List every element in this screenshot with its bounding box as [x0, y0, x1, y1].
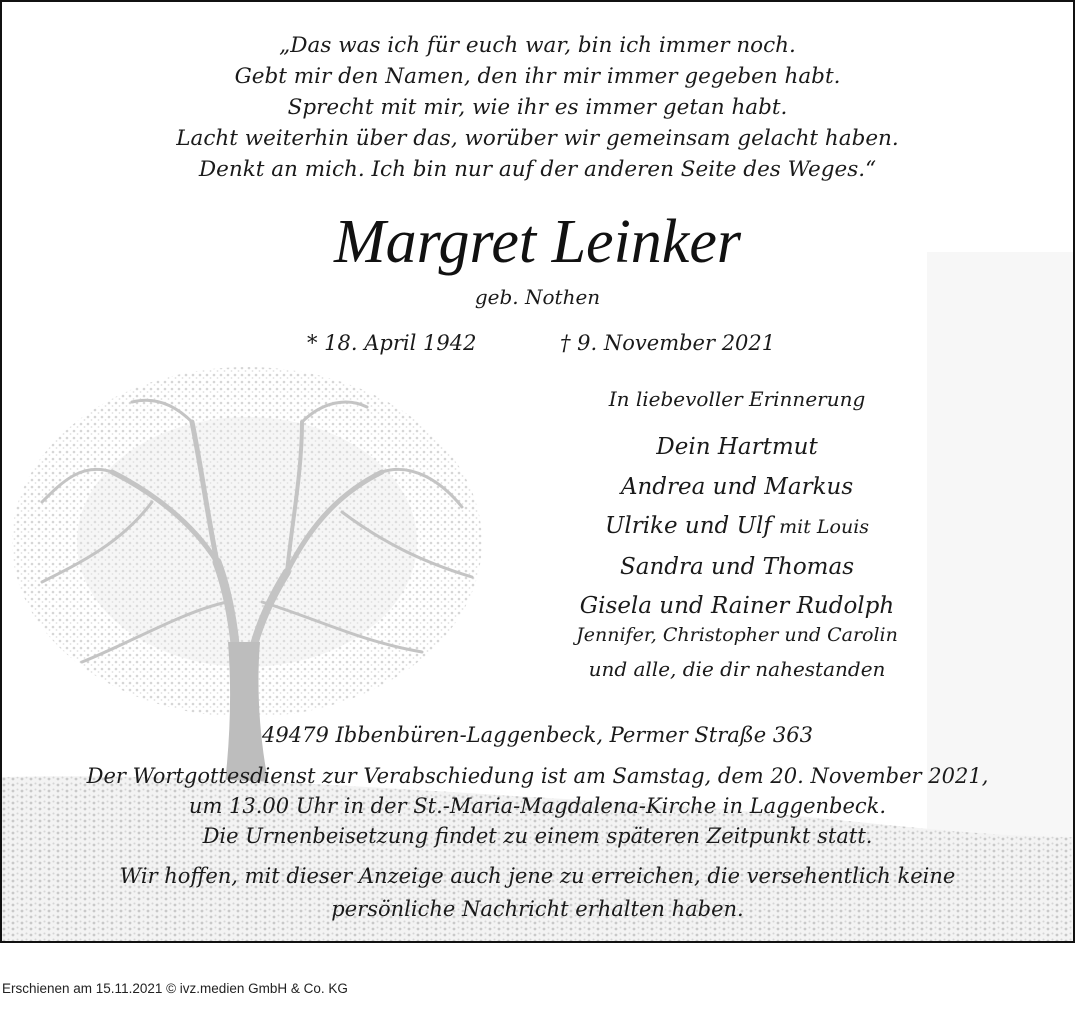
quote-line: Lacht weiterhin über das, worüber wir gemeinsam gelacht haben.: [176, 126, 899, 151]
mourner: Andrea und Markus: [620, 473, 854, 500]
grandchildren: Jennifer, Christopher und Carolin: [576, 623, 898, 646]
quote-line: Denkt an mich. Ich bin nur auf der anderen Seite des Weges.“: [198, 157, 877, 182]
service-line: Der Wortgottesdienst zur Verabschiedung ist am Samstag, dem 20. November 2021,: [86, 764, 989, 788]
service-info: [2, 761, 1073, 851]
closing-line: persönliche Nachricht erhalten haben.: [331, 897, 744, 921]
service-line: Die Urnenbeisetzung findet zu einem späteren Zeitpunkt statt.: [202, 824, 873, 848]
closing-mourners: und alle, die dir nahestanden: [588, 656, 886, 681]
memory-heading: In liebevoller Erinnerung: [608, 387, 866, 411]
mourner-suffix: mit Louis: [779, 516, 870, 538]
deceased-name: Margret Leinker: [334, 208, 741, 276]
quote-line: „Das was ich für euch war, bin ich immer noch.: [279, 33, 796, 58]
address: 49479 Ibbenbüren-Laggenbeck, Permer Straße 363: [262, 723, 813, 747]
closing-note: [2, 860, 1073, 926]
mourner: Gisela und Rainer Rudolph: [579, 593, 895, 619]
birth-date: * 18. April 1942: [307, 331, 477, 355]
closing-line: Wir hoffen, mit dieser Anzeige auch jene zu erreichen, die versehentlich keine: [119, 864, 956, 888]
mourners-list: [542, 428, 932, 689]
quote-block: [2, 30, 1073, 185]
maiden-name: geb. Nothen: [474, 285, 601, 309]
quote-line: Sprecht mit mir, wie ihr es immer getan habt.: [287, 95, 788, 120]
service-line: um 13.00 Uhr in der St.-Maria-Magdalena-Kirche in Laggenbeck.: [188, 794, 887, 818]
publication-footer: Erschienen am 15.11.2021 © ivz.medien GmbH & Co. KG: [2, 981, 348, 996]
mourner-with-child: [542, 507, 932, 548]
quote-line: Gebt mir den Namen, den ihr mir immer gegeben habt.: [234, 64, 841, 89]
death-date: † 9. November 2021: [560, 331, 776, 355]
mourner: Ulrike und Ulf: [604, 513, 772, 539]
mourner: Sandra und Thomas: [619, 553, 854, 580]
mourner: Dein Hartmut: [656, 434, 818, 460]
